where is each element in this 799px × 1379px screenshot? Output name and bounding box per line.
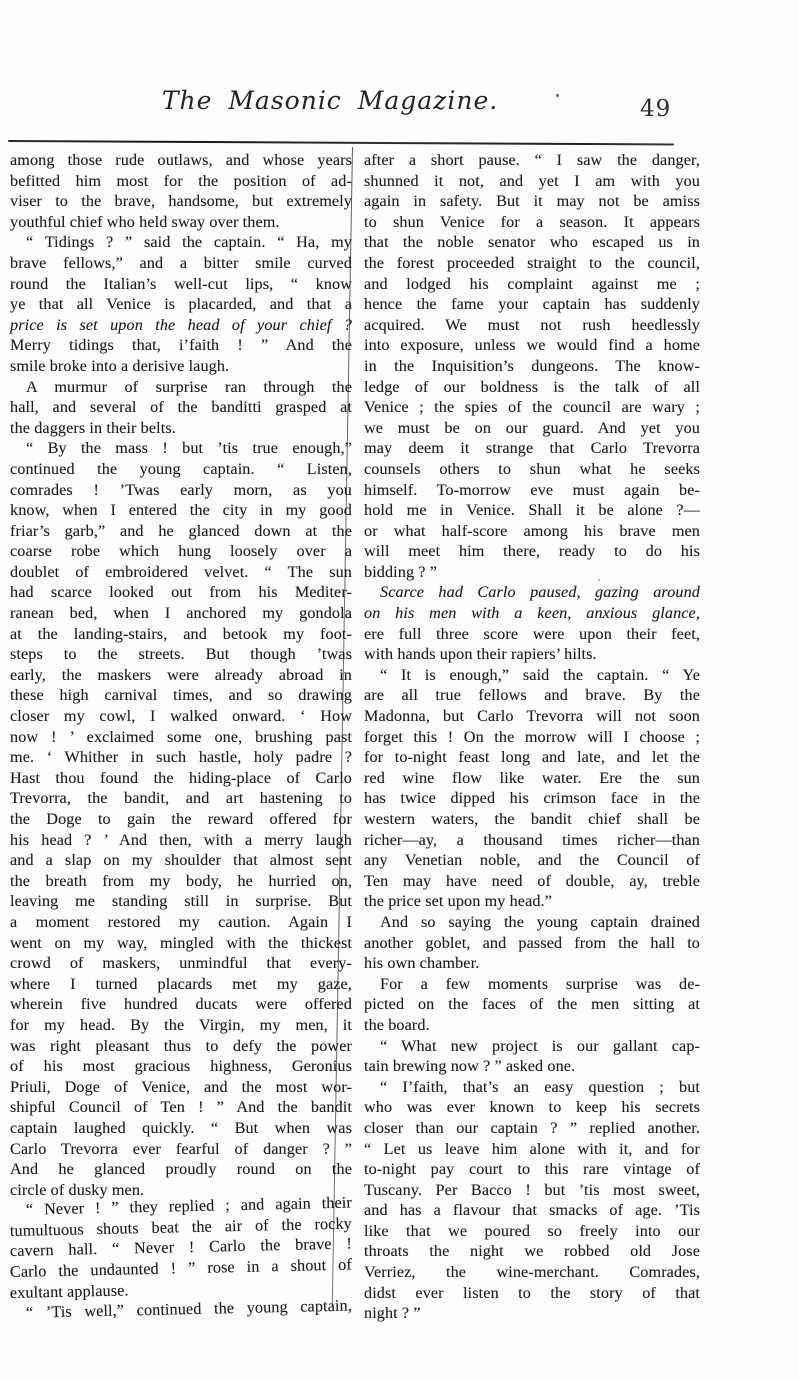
text-line: didst ever listen to the story of that xyxy=(364,1283,700,1302)
text-line: And he glanced proudly round on the xyxy=(10,1160,352,1179)
text-line: Hast thou found the hiding-place of Carlo xyxy=(10,768,352,787)
text-line: Trevorra, the bandit, and art hastening to xyxy=(10,789,352,808)
text-line: hence the fame your captain has suddenly xyxy=(364,295,700,314)
page-number: 49 xyxy=(640,96,672,122)
text-line: of his most gracious highness, Geronius xyxy=(10,1057,352,1076)
text-line: acquired. We must not rush heedlessly xyxy=(364,315,700,334)
text-line: cavern hall. “ Never ! Carlo the brave ! xyxy=(9,1235,353,1261)
text-line: “ Never ! ” they replied ; and again their xyxy=(25,1193,353,1219)
text-line: the board. xyxy=(364,1015,430,1034)
text-line: For a few moments surprise was de- xyxy=(380,974,700,993)
text-line: after a short pause. “ I saw the danger, xyxy=(364,151,700,169)
left-column xyxy=(10,150,352,1324)
text-line: any Venetian noble, and the Council of xyxy=(364,851,700,870)
text-line: “ By the mass ! but ’tis true enough,” xyxy=(26,439,352,458)
text-line: ye that all Venice is placarded, and that a xyxy=(10,295,352,314)
text-line: “ Tidings ? ” said the captain. “ Ha, my xyxy=(26,233,352,252)
text-line: went on my way, mingled with the thickest xyxy=(10,933,352,952)
text-line: his own chamber. xyxy=(364,954,480,973)
text-line: closer than our captain ? ” replied another. xyxy=(364,1118,700,1137)
text-line: had scarce looked out from his Mediter- xyxy=(10,583,352,602)
text-line: has twice dipped his crimson face in the xyxy=(364,789,700,808)
text-line: price is set upon the head of your chief ? xyxy=(10,315,352,334)
text-line: for to-night feast long and late, and let the xyxy=(364,748,700,767)
text-line: picted on the faces of the men sitting at xyxy=(364,995,700,1014)
text-line: on his men with a keen, anxious glance, xyxy=(364,604,700,623)
text-line: the daggers in their belts. xyxy=(10,418,176,437)
text-line: doublet of embroidered velvet. “ The sun xyxy=(10,562,352,581)
text-line: “ ’Tis well,” continued the young captain, xyxy=(25,1296,353,1322)
text-line: Ten may have need of double, ay, treble xyxy=(364,871,700,890)
text-line: early, the maskers were already abroad in xyxy=(10,665,352,684)
text-line: the forest proceeded straight to the council, xyxy=(364,253,700,272)
text-line: youthful chief who held sway over them. xyxy=(10,212,280,231)
text-line: Tuscany. Per Bacco ! but ’tis most sweet, xyxy=(364,1180,700,1199)
text-line: the Doge to gain the reward offered for xyxy=(10,810,352,828)
text-line: steps to the streets. But though ’twas xyxy=(10,645,352,664)
text-line: Carlo the undaunted ! ” rose in a shout of xyxy=(9,1255,353,1282)
text-line: tumultuous shouts beat the air of the rocky xyxy=(9,1214,353,1240)
text-line: himself. To-morrow eve must again be- xyxy=(364,480,700,499)
scan-speck xyxy=(556,94,559,97)
text-line: at the landing-stairs, and betook my foot- xyxy=(10,624,352,643)
text-line: was right pleasant thus to defy the power xyxy=(10,1036,352,1055)
text-line: are all true fellows and brave. By the xyxy=(364,686,700,705)
text-line: Verriez, the wine-merchant. Comrades, xyxy=(364,1263,700,1282)
text-line: we must be on our guard. And yet you xyxy=(364,418,700,437)
text-line: with hands upon their rapiers’ hilts. xyxy=(364,645,597,664)
text-line: tain brewing now ? ” asked one. xyxy=(364,1057,576,1076)
text-line: and has a flavour that smacks of age. ’Tis xyxy=(364,1201,700,1220)
text-line: And so saying the young captain drained xyxy=(380,912,700,931)
text-line: red wine flow like water. Ere the sun xyxy=(364,768,700,787)
text-line: me. ‘ Whither in such hastle, holy padre ? xyxy=(10,748,352,767)
text-line: comrades ! ’Twas early morn, as you xyxy=(10,480,352,499)
text-line: ledge of our boldness is the talk of all xyxy=(364,377,700,396)
text-line: these high carnival times, and so drawing xyxy=(10,686,352,705)
text-line: throats the night we robbed old Jose xyxy=(364,1242,700,1261)
text-line: closer my cowl, I walked onward. ‘ How xyxy=(10,707,352,726)
text-line: now ! ’ exclaimed some one, brushing past xyxy=(10,727,352,746)
text-line: a moment restored my caution. Again I xyxy=(10,912,352,931)
text-line: Merry tidings that, i’faith ! ” And the xyxy=(10,336,352,355)
text-line: exultant applause. xyxy=(9,1281,129,1302)
text-line: Carlo Trevorra ever fearful of danger ? ” xyxy=(10,1139,352,1158)
text-line: bidding ? ” xyxy=(364,562,438,581)
text-line: who was ever known to keep his secrets xyxy=(364,1098,700,1117)
text-line: his head ? ’ And then, with a merry laugh xyxy=(10,830,352,849)
text-line: like that we poured so freely into our xyxy=(364,1221,700,1240)
text-line: the breath from my body, he hurried on, xyxy=(10,871,352,890)
text-line: in the Inquisition’s dungeons. The know- xyxy=(364,356,700,375)
text-line: forget this ! On the morrow will I choose ; xyxy=(364,727,700,746)
text-line: round the Italian’s well-cut lips, “ know xyxy=(10,274,352,293)
text-line: western waters, the bandit chief shall be xyxy=(364,810,700,828)
text-line: “ I’faith, that’s an easy question ; but xyxy=(380,1077,700,1096)
page-header-title: The Masonic Magazine. xyxy=(161,86,499,115)
header-rule xyxy=(8,140,674,146)
text-line: coarse robe which hung loosely over a xyxy=(10,542,352,561)
text-line: or what half-score among his brave men xyxy=(364,521,700,540)
text-line: shunned it not, and yet I am with you xyxy=(364,171,700,190)
text-line: may deem it strange that Carlo Trevorra xyxy=(364,439,700,458)
text-line: Madonna, but Carlo Trevorra will not soon xyxy=(364,707,700,726)
right-column xyxy=(364,150,700,1324)
text-line: crowd of maskers, unmindful that every- xyxy=(10,954,352,973)
text-line: befitted him most for the position of ad- xyxy=(10,171,352,190)
text-line: Scarce had Carlo paused, gazing around xyxy=(380,583,700,602)
text-line: “ It is enough,” said the captain. “ Ye xyxy=(380,665,700,684)
text-line: ere full three score were upon their feet, xyxy=(364,624,700,643)
text-line: Priuli, Doge of Venice, and the most wor- xyxy=(10,1077,352,1096)
text-line: where I turned placards met my gaze, xyxy=(10,974,352,993)
text-line: shipful Council of Ten ! ” And the bandit xyxy=(10,1098,352,1117)
text-line: and a slap on my shoulder that almost sent xyxy=(10,851,352,870)
text-line: circle of dusky men. xyxy=(10,1180,145,1199)
text-line: hall, and several of the banditti grasped at xyxy=(10,398,352,417)
text-line: to-night pay court to this rare vintage of xyxy=(364,1160,700,1179)
text-line: “ What new project is our gallant cap- xyxy=(380,1036,700,1055)
text-line: smile broke into a derisive laugh. xyxy=(10,356,230,375)
text-line: Venice ; the spies of the council are wary ; xyxy=(364,398,700,417)
text-line: another goblet, and passed from the hall to xyxy=(364,933,700,952)
text-line: ranean bed, when I anchored my gondola xyxy=(10,604,352,623)
text-line: to shun Venice for a season. It appears xyxy=(364,212,700,231)
scan-speck xyxy=(598,579,600,581)
text-line: and lodged his complaint against me ; xyxy=(364,274,700,293)
text-line: brave fellows,” and a bitter smile curved xyxy=(10,253,352,272)
text-line: captain laughed quickly. “ But when was xyxy=(10,1118,352,1137)
text-line: leaving me standing still in surprise. But xyxy=(10,892,352,911)
text-line: richer—ay, a thousand times richer—than xyxy=(364,830,700,849)
text-line: will meet him there, ready to do his xyxy=(364,542,700,561)
text-line: counsels others to shun what he seeks xyxy=(364,459,700,478)
text-line: for my head. By the Virgin, my men, it xyxy=(10,1015,352,1034)
text-line: friar’s garb,” and he glanced down at the xyxy=(10,521,352,540)
text-line: A murmur of surprise ran through the xyxy=(26,377,352,396)
text-line: the price set upon my head.” xyxy=(364,892,552,911)
text-line: know, when I entered the city in my good xyxy=(10,501,352,520)
text-line: hold me in Venice. Shall it be alone ?— xyxy=(364,501,700,520)
text-line: that the noble senator who escaped us in xyxy=(364,233,700,252)
text-line: viser to the brave, handsome, but extremely xyxy=(10,192,352,211)
text-line: into exposure, unless we would find a home xyxy=(364,336,700,355)
text-line: “ Let us leave him alone with it, and for xyxy=(364,1139,700,1158)
text-line: continued the young captain. “ Listen, xyxy=(10,459,352,478)
text-line: night ? ” xyxy=(364,1304,421,1323)
text-line: wherein five hundred ducats were offered xyxy=(10,995,352,1014)
text-line: again in safety. But it may not be amiss xyxy=(364,192,700,211)
text-line: among those rude outlaws, and whose years xyxy=(10,151,352,169)
